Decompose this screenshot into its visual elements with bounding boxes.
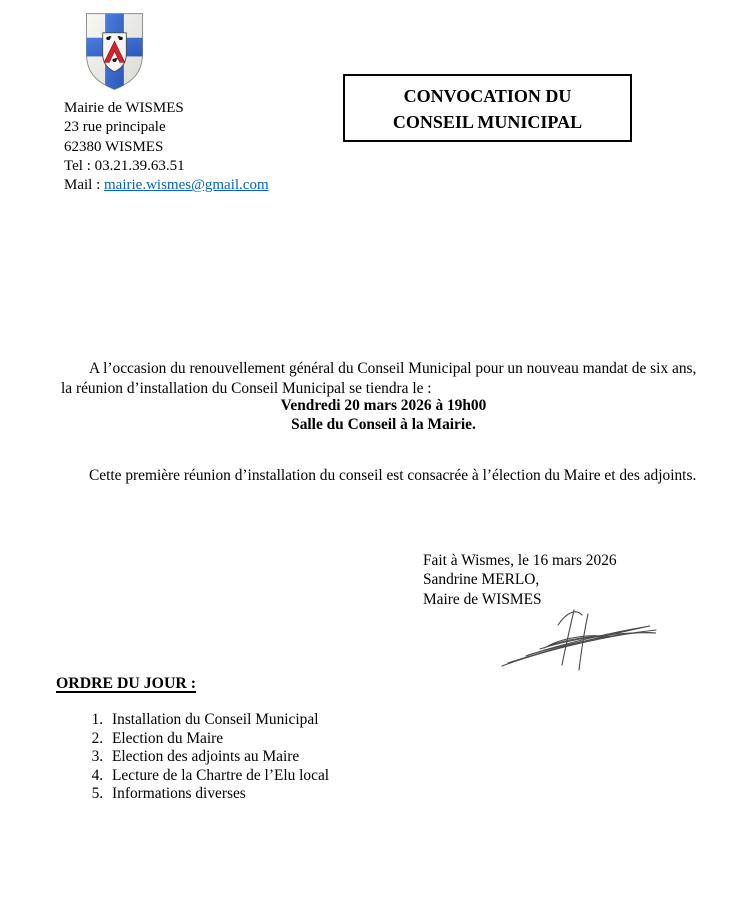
agenda-list — [71, 711, 329, 804]
purpose-paragraph: Cette première réunion d’installation du conseil est consacrée à l’élection du Maire et des adjoints. — [89, 467, 697, 485]
meeting-datetime: Vendredi 20 mars 2026 à 19h00 — [280, 397, 487, 414]
title-line-1: CONVOCATION DU — [403, 86, 572, 106]
meeting-location: Salle du Conseil à la Mairie. — [291, 416, 476, 434]
agenda-item-4: 4. Lecture de la Chartre de l’Elu local — [107, 767, 329, 786]
sender-city: 62380 WISMES — [64, 138, 164, 155]
handwritten-signature — [498, 603, 663, 673]
agenda-item-5: 5. Informations diverses — [107, 785, 329, 804]
sender-address-block — [64, 99, 269, 195]
email-link[interactable]: mairie.wismes@gmail.com — [104, 177, 269, 194]
agenda-item-1: 1. Installation du Conseil Municipal — [107, 711, 329, 730]
sender-mail-line — [64, 176, 269, 195]
wismes-coat-of-arms-icon — [85, 12, 144, 91]
signer-title: Maire de WISMES — [423, 590, 542, 608]
agenda-item-2: 2. Election du Maire — [107, 730, 329, 749]
agenda-heading: ORDRE DU JOUR : — [56, 675, 196, 692]
agenda-item-3: 3. Election des adjoints au Maire — [107, 748, 329, 767]
intro-paragraph: A l’occasion du renouvellement général du Conseil Municipal pour un nouveau mandat de six ans, la réunion d’installation du Conseil Municipal se tiendra le : — [61, 360, 697, 397]
meeting-details — [61, 396, 706, 434]
signer-name: Sandrine MERLO, — [423, 571, 540, 589]
sender-name: Mairie de WISMES — [64, 100, 184, 116]
signature-block — [423, 551, 617, 609]
sender-phone: Tel : 03.21.39.63.51 — [64, 157, 185, 174]
title-line-2: CONSEIL MUNICIPAL — [392, 112, 583, 132]
document-title-box — [343, 74, 632, 142]
signature-place-date: Fait à Wismes, le 16 mars 2026 — [423, 552, 617, 569]
mail-label: Mail : — [64, 177, 101, 194]
sender-street: 23 rue principale — [64, 119, 166, 136]
